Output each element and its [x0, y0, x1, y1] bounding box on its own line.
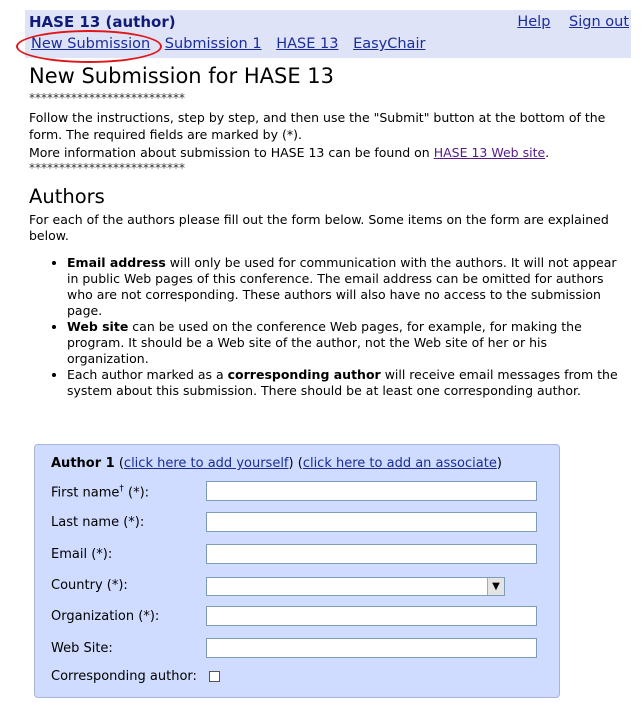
separator-top: **************************: [29, 91, 185, 105]
more-info-text: [29, 144, 629, 161]
note-website-text: can be used on the conference Web pages, for example, for making the program. It should be a Web site of the author, not the Web site of her or his organization.: [67, 319, 582, 366]
web-site-input[interactable]: [206, 638, 537, 658]
add-yourself-link[interactable]: click here to add yourself: [123, 456, 289, 471]
app-title: HASE 13 (author): [29, 13, 176, 31]
organization-row: [51, 606, 551, 630]
tab-new-submission[interactable]: New Submission: [31, 36, 151, 52]
note-corresponding-text: will receive email messages from the system about this submission. There should be at least one corresponding author.: [67, 367, 618, 398]
last-name-label: Last name (*):: [51, 515, 145, 530]
note-corresponding-bold: corresponding author: [227, 367, 381, 382]
more-info-prefix: More information about submission to HASE 13 can be found on: [29, 145, 434, 160]
open-paren-1: (: [118, 456, 124, 471]
country-label: Country (*):: [51, 578, 128, 593]
note-corresponding: [67, 367, 629, 399]
last-name-row: [51, 512, 551, 536]
more-info-suffix: .: [545, 145, 550, 160]
note-email: [67, 255, 629, 319]
note-corresponding-prefix: Each author marked as a: [67, 367, 228, 382]
note-website-bold: Web site: [67, 319, 129, 334]
note-website: [67, 319, 629, 367]
corresponding-label: Corresponding author:: [51, 669, 197, 684]
tab-hase-13[interactable]: HASE 13: [276, 36, 339, 52]
tab-submission-1[interactable]: Submission 1: [164, 36, 262, 52]
first-name-label-text: First name: [51, 485, 120, 501]
author-form-header: [51, 456, 502, 471]
first-name-label: [51, 484, 149, 500]
help-link[interactable]: Help: [517, 14, 551, 30]
author-notes: [29, 255, 629, 399]
first-name-required: (*):: [123, 485, 150, 501]
note-email-bold: Email address: [67, 255, 166, 270]
close-paren-2: ): [496, 456, 502, 471]
country-select[interactable]: [206, 577, 505, 596]
organization-label: Organization (*):: [51, 609, 160, 624]
web-site-row: [51, 638, 551, 662]
authors-description: For each of the authors please fill out the form below. Some items on the form are explained below.: [29, 212, 609, 243]
first-name-row: [51, 481, 551, 505]
email-input[interactable]: [206, 544, 537, 564]
sign-out-link[interactable]: Sign out: [569, 14, 629, 30]
intro-text: Follow the instructions, step by step, and then use the "Submit" button at the bottom of the form. The required fields are marked by (*).: [29, 110, 606, 142]
first-name-dagger: †: [119, 484, 124, 494]
web-site-label: Web Site:: [51, 641, 113, 656]
organization-input[interactable]: [206, 606, 537, 626]
nav-tabs: [31, 36, 435, 52]
top-bar: [25, 10, 631, 58]
email-row: [51, 544, 551, 568]
main-content: [29, 64, 629, 399]
authors-heading: Authors: [29, 185, 105, 208]
add-associate-link[interactable]: click here to add an associate: [302, 456, 497, 471]
author-1-label: Author 1: [51, 456, 115, 471]
close-paren-1: ): [288, 456, 294, 471]
separator-bottom: **************************: [29, 161, 185, 175]
tab-easychair[interactable]: EasyChair: [353, 36, 426, 52]
chevron-down-icon[interactable]: ▼: [487, 578, 504, 595]
hase-website-link[interactable]: HASE 13 Web site: [433, 145, 546, 160]
first-name-input[interactable]: [206, 481, 537, 501]
open-paren-2: (: [297, 456, 303, 471]
author-1-form: [34, 444, 560, 698]
last-name-input[interactable]: [206, 512, 537, 532]
page-title: New Submission for HASE 13: [29, 64, 334, 88]
corresponding-row: [51, 668, 551, 692]
email-label: Email (*):: [51, 547, 113, 562]
country-row: [51, 575, 551, 599]
top-links: [503, 14, 629, 30]
corresponding-checkbox[interactable]: [209, 671, 220, 682]
note-email-text: will only be used for communication with the authors. It will not appear in public Web pages of this conference. The email address can be omitted for authors who are not corresponding. These authors will also have no access to the submission page.: [67, 255, 617, 318]
